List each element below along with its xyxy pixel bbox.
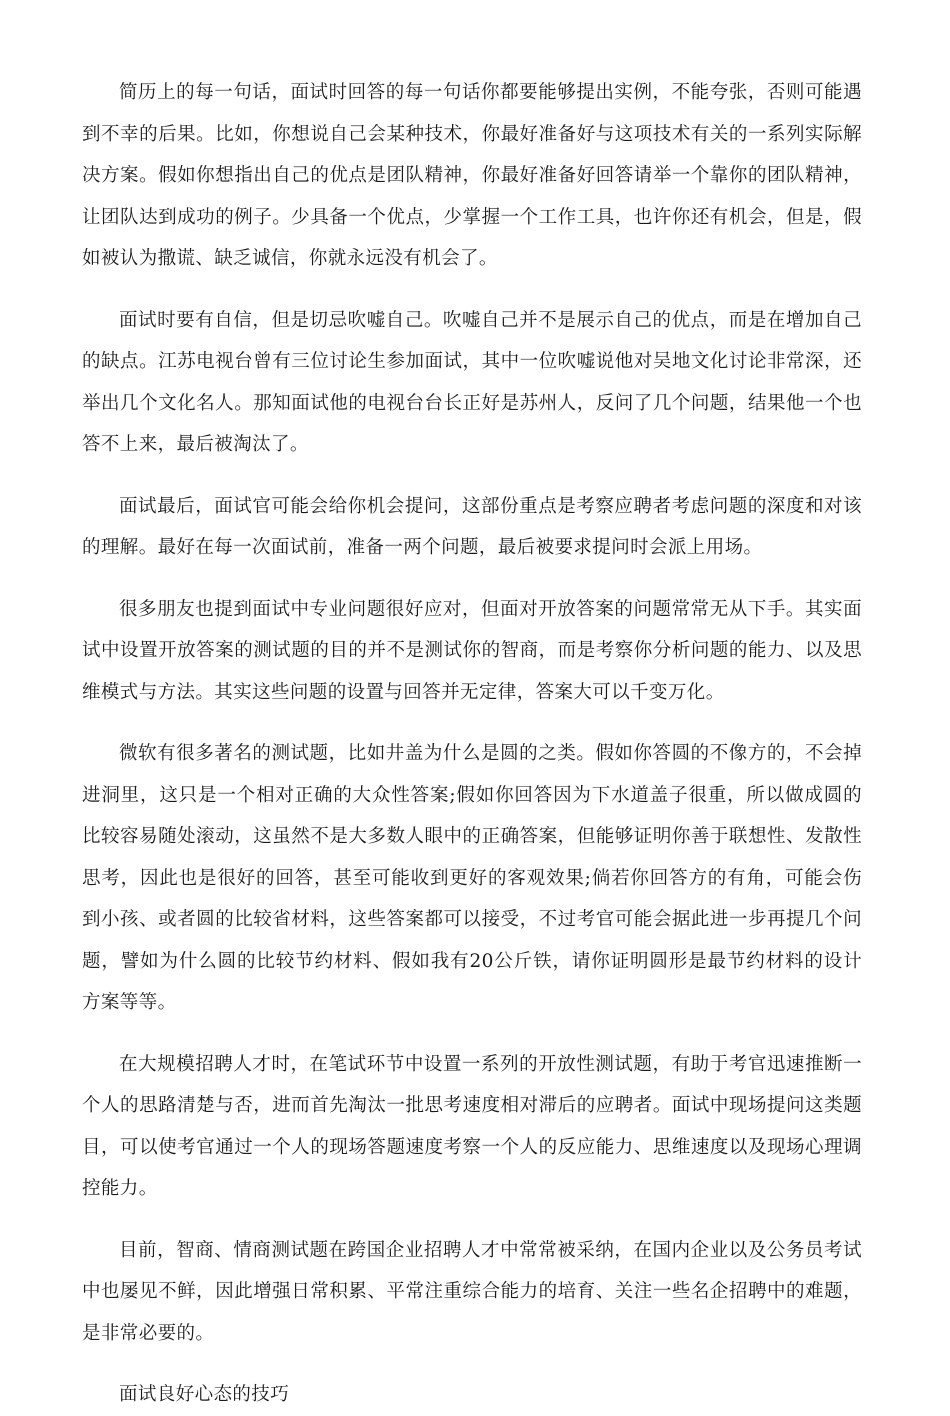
paragraph-confidence: 面试时要有自信，但是切忌吹嘘自己。吹嘘自己并不是展示自己的优点，而是在增加自己的缺点。江苏电视台曾有三位讨论生参加面试，其中一位吹嘘说他对吴地文化讨论非常深，还举出几个文化名人。那知面试他的电视台台长正好是苏州人，反问了几个问题，结果他一个也答不上来，最后被淘汰了。 [82,309,862,455]
document-body [82,72,862,1416]
paragraph-microsoft-tests: 微软有很多著名的测试题，比如井盖为什么是圆的之类。假如你答圆的不像方的，不会掉进洞里，这只是一个相对正确的大众性答案;假如你回答因为下水道盖子很重，所以做成圆的比较容易随处滚动，这虽然不是大多数人眼中的正确答案，但能够证明你善于联想性、发散性思考，因此也是很好的回答，甚至可能收到更好的客观效果;倘若你回答方的有角，可能会伤到小孩、或者圆的比较省材料，这些答案都可以接受，不过考官可能会据此进一步再提几个问题，譬如为什么圆的比较节约材料、假如我有20公斤铁，请你证明圆形是最节约材料的设计方案等等。 [82,743,862,1013]
section-heading: 面试良好心态的技巧 [119,1384,290,1405]
paragraph-iq-eq-tests: 目前，智商、情商测试题在跨国企业招聘人才中常常被采纳，在国内企业以及公务员考试中也屡见不鲜，因此增强日常积累、平常注重综合能力的培育、关注一些名企招聘中的难题，是非常必要的。 [82,1239,862,1344]
paragraph-asking-questions: 面试最后，面试官可能会给你机会提问，这部份重点是考察应聘者考虑问题的深度和对该的理解。最好在每一次面试前，准备一两个问题，最后被要求提问时会派上用场。 [82,495,862,558]
paragraph-large-scale-hiring: 在大规模招聘人才时，在笔试环节中设置一系列的开放性测试题，有助于考官迅速推断一个人的思路清楚与否，进而首先淘汰一批思考速度相对滞后的应聘者。面试中现场提问这类题目，可以使考官通过一个人的现场答题速度考察一个人的反应能力、思维速度以及现场心理调控能力。 [82,1053,862,1199]
paragraph-resume-examples: 简历上的每一句话，面试时回答的每一句话你都要能够提出实例，不能夸张，否则可能遇到不幸的后果。比如，你想说自己会某种技术，你最好准备好与这项技术有关的一系列实际解决方案。假如你想指出自己的优点是团队精神，你最好准备好回答请举一个靠你的团队精神，让团队达到成功的例子。少具备一个优点，少掌握一个工作工具，也许你还有机会，但是，假如被认为撒谎、缺乏诚信，你就永远没有机会了。 [82,82,862,269]
paragraph-open-questions: 很多朋友也提到面试中专业问题很好应对，但面对开放答案的问题常常无从下手。其实面试中设置开放答案的测试题的目的并不是测试你的智商，而是考察你分析问题的能力、以及思维模式与方法。其实这些问题的设置与回答并无定律，答案大可以千变万化。 [82,598,862,703]
